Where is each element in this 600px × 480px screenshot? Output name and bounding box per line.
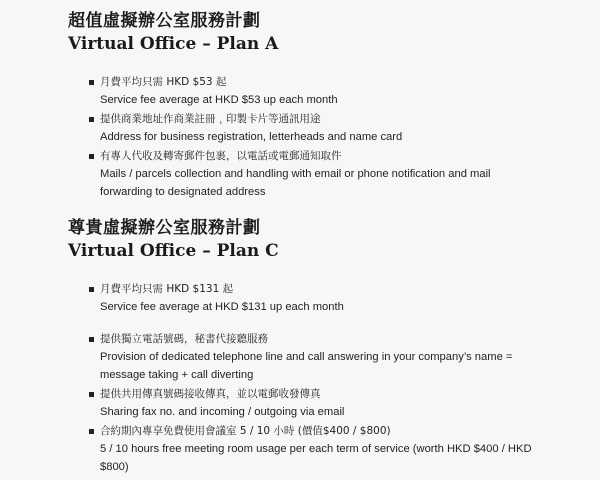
feature-text-zh: 提供獨立電話號碼，秘書代接聽服務 <box>100 333 268 345</box>
plan-c-feature-list <box>68 280 568 476</box>
feature-text-en: Service fee average at HKD $131 up each month <box>100 301 344 313</box>
plan-c-section <box>68 217 568 476</box>
plan-a-title-en: Virtual Office – Plan A <box>68 34 279 54</box>
bullet-icon <box>89 337 94 342</box>
list-item <box>68 385 568 421</box>
bullet-icon <box>89 287 94 292</box>
bullet-icon <box>89 392 94 397</box>
plan-a-title-zh: 超值虛擬辦公室服務計劃 <box>68 11 261 31</box>
feature-text-zh: 提供商業地址作商業註冊﹐印製卡片等通訊用途 <box>100 113 321 125</box>
feature-text-en: Address for business registration, letterheads and name card <box>100 131 403 143</box>
bullet-icon <box>89 154 94 159</box>
list-item <box>68 422 568 476</box>
plan-c-title-en: Virtual Office – Plan C <box>68 241 279 261</box>
feature-text-en: Mails / parcels collection and handling with email or phone notification and mail forwarding to designated address <box>100 168 491 198</box>
plan-c-title-zh: 尊貴虛擬辦公室服務計劃 <box>68 218 261 238</box>
feature-text-en: Sharing fax no. and incoming / outgoing via email <box>100 406 345 418</box>
feature-text-zh: 月費平均只需 HKD $131 起 <box>100 283 234 295</box>
feature-text-en: 5 / 10 hours free meeting room usage per each term of service (worth HKD $400 / HKD $800) <box>100 443 532 473</box>
feature-text-zh: 有專人代收及轉寄郵件包裹，以電話或電郵通知取件 <box>100 150 342 162</box>
list-item <box>68 330 568 384</box>
list-item <box>68 110 568 146</box>
plan-a-feature-list <box>68 73 568 201</box>
list-item <box>68 147 568 201</box>
feature-text-en: Service fee average at HKD $53 up each month <box>100 94 338 106</box>
list-item <box>68 280 568 316</box>
bullet-icon <box>89 80 94 85</box>
plan-a-section <box>68 10 568 201</box>
list-item <box>68 73 568 109</box>
feature-text-zh: 月費平均只需 HKD $53 起 <box>100 76 227 88</box>
feature-text-zh: 合約期內專享免費使用會議室 5 / 10 小時 (價值$400 / $800) <box>100 425 391 437</box>
bullet-icon <box>89 117 94 122</box>
feature-text-en: Provision of dedicated telephone line and call answering in your company’s name = message taking + call diverting <box>100 351 513 381</box>
feature-text-zh: 提供共用傳真號碼接收傳真，並以電郵收發傳真 <box>100 388 321 400</box>
bullet-icon <box>89 429 94 434</box>
